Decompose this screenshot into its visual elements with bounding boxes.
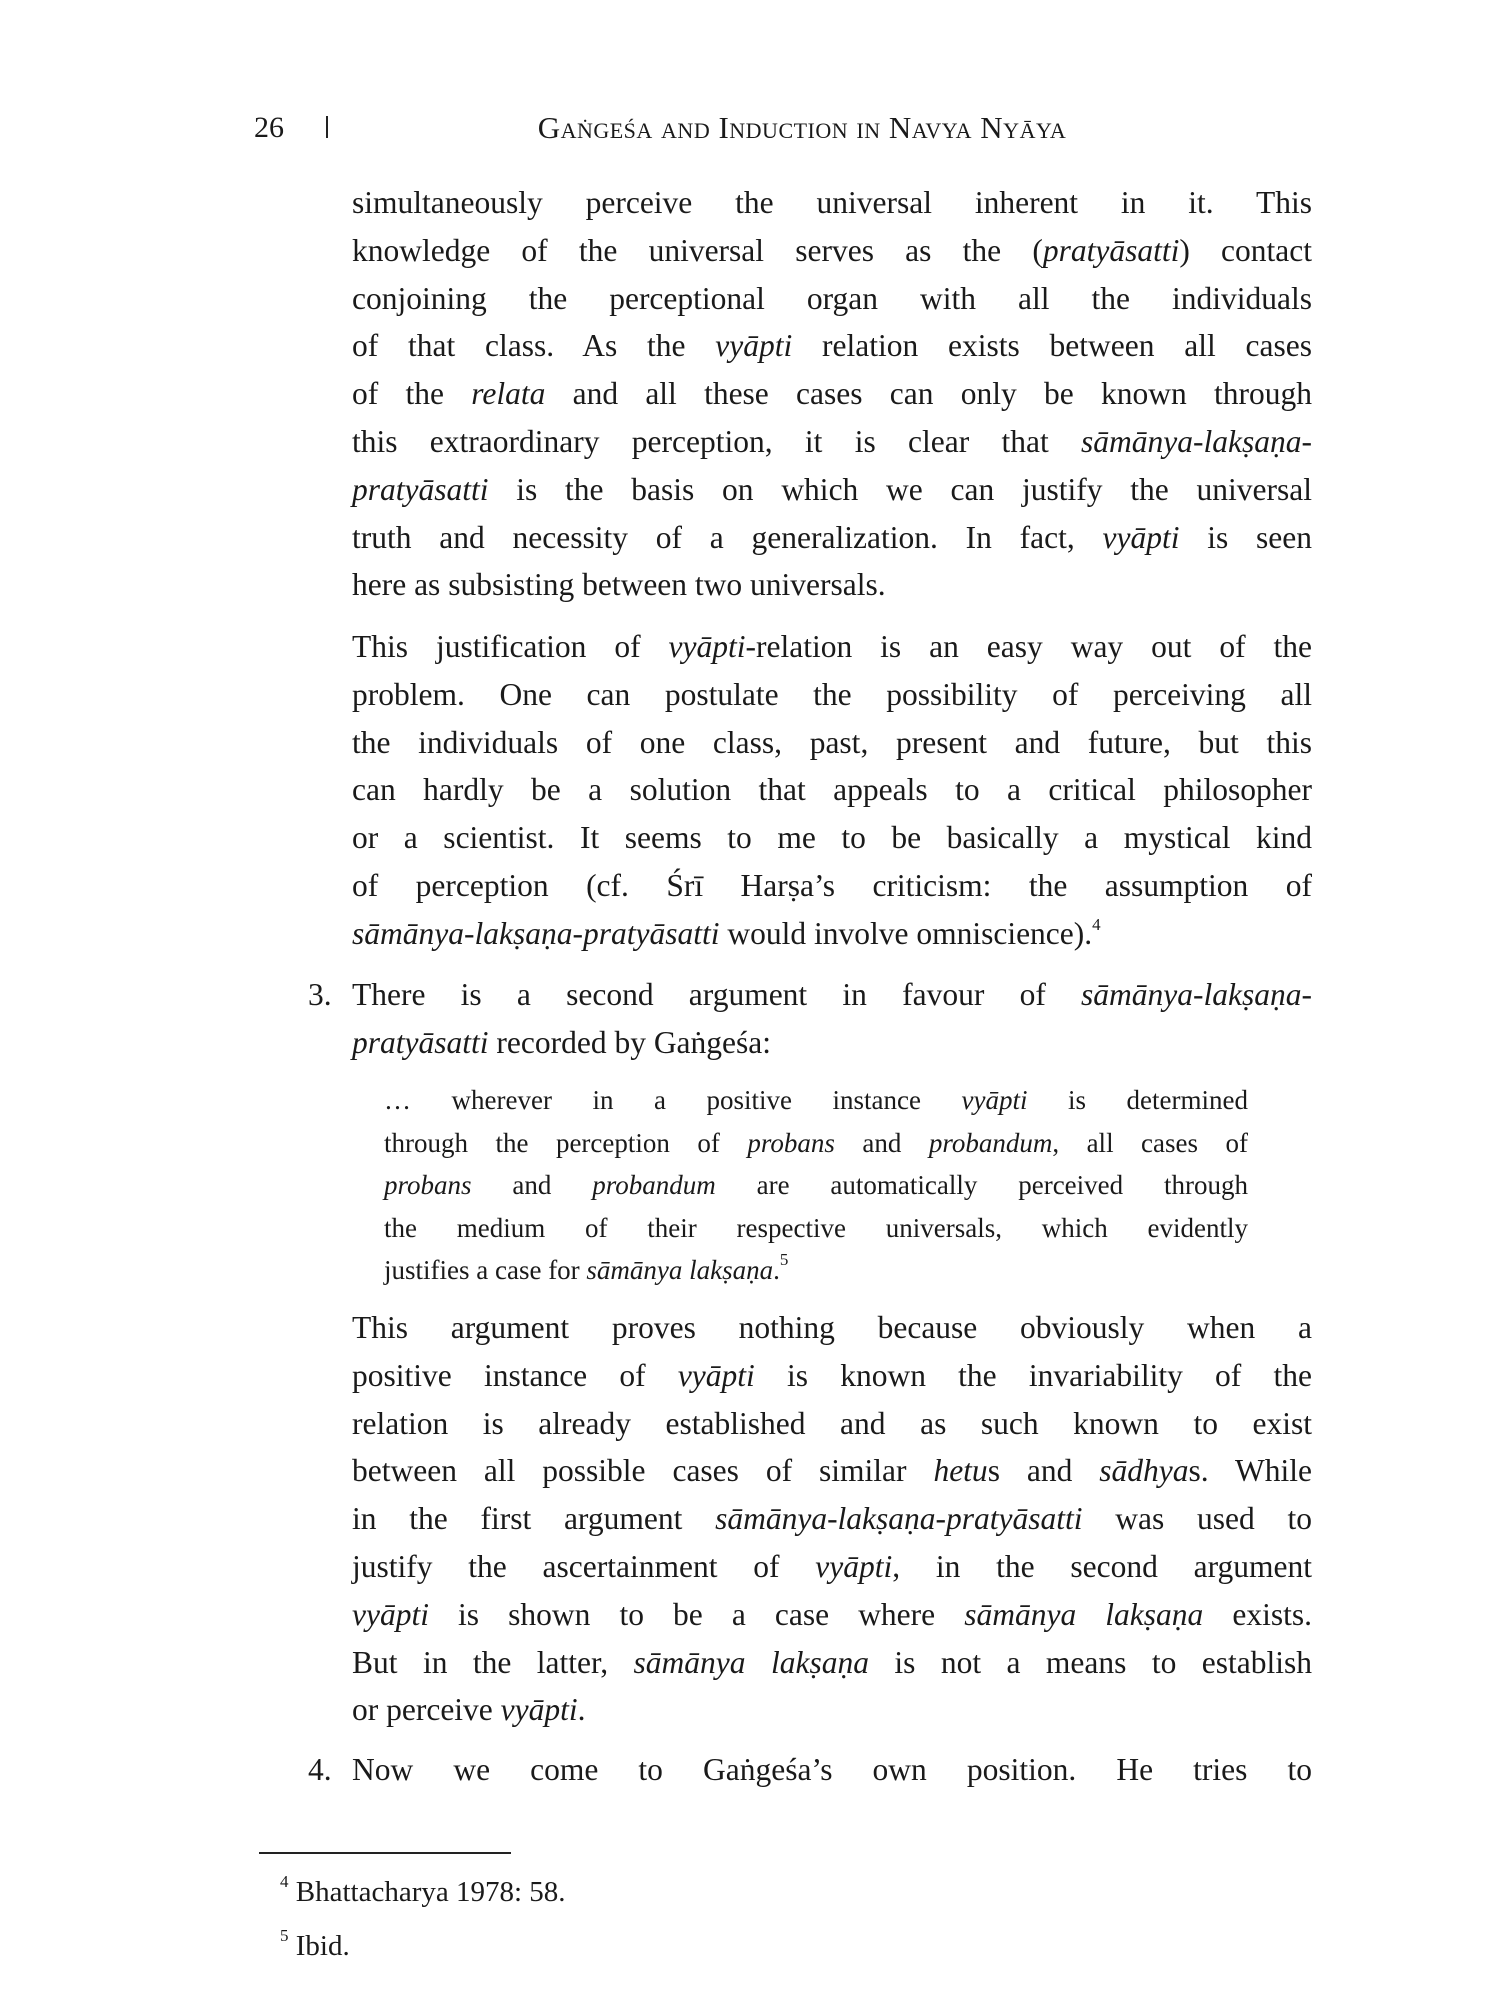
text-line: [352, 912, 1312, 956]
text-run: through the perception of: [384, 1127, 748, 1158]
text-run: truth and necessity of a generalization. In fact,: [352, 519, 1103, 555]
text-run: recorded by Gaṅgeśa:: [488, 1024, 772, 1060]
italic-term: sāmānya-lakṣaṇa-: [1081, 977, 1312, 1012]
text-run: simultaneously perceive the universal inherent in it. This: [352, 185, 1312, 220]
italic-term: sāmānya lakṣaṇa: [964, 1596, 1204, 1632]
text-run: was used to: [1082, 1501, 1312, 1537]
text-run: relation is already established and as such known to exist: [352, 1405, 1312, 1441]
footnote-ref: 5: [779, 1250, 789, 1269]
text-run: But in the latter,: [352, 1644, 634, 1680]
text-run: .: [577, 1692, 586, 1728]
text-line: [352, 1306, 1312, 1350]
text-line: [384, 1080, 1248, 1120]
text-run: problem. One can postulate the possibility of perceiving all: [352, 676, 1312, 712]
italic-term: vyāpti: [715, 328, 793, 364]
text-run: exists.: [1203, 1596, 1312, 1632]
italic-term: sāmānya-lakṣaṇa-pratyāsatti: [715, 1501, 1083, 1537]
footnote: [280, 1872, 566, 1912]
text-run: is determined: [1027, 1085, 1248, 1115]
text-line: [352, 1593, 1312, 1637]
text-line: [352, 468, 1312, 512]
text-line: [352, 625, 1312, 669]
italic-term: vyāpti: [352, 1596, 429, 1632]
text-run: is known the invariability of the: [754, 1357, 1312, 1393]
text-run: between all possible cases of similar: [352, 1453, 934, 1489]
italic-term: sādhya: [1099, 1453, 1189, 1489]
page-number: 26: [254, 111, 284, 144]
text-line: [352, 1688, 1312, 1732]
text-run: is shown to be a case where: [428, 1596, 965, 1632]
text-run: This argument proves nothing because obviously when a: [352, 1310, 1312, 1345]
text-line: [352, 1402, 1312, 1446]
text-line: [352, 1021, 1312, 1065]
text-run: s and: [987, 1453, 1100, 1489]
italic-term: vyāpti: [677, 1357, 755, 1393]
italic-term: sāmānya lakṣaṇa: [586, 1255, 774, 1285]
footnote-mark: 5: [280, 1926, 289, 1945]
text-run: of perception (cf. Śrī Harṣa’s criticism: the assumption of: [352, 868, 1312, 903]
text-run: -relation is an easy way out of the: [745, 629, 1312, 664]
text-line: [352, 563, 1312, 607]
text-run: Now we come to Gaṅgeśa’s own position. He tries to: [352, 1752, 1312, 1787]
italic-term: probans: [384, 1170, 472, 1200]
text-run: s. While: [1188, 1453, 1313, 1489]
text-run: positive instance of: [352, 1357, 678, 1393]
item-number: 3.: [308, 977, 332, 1012]
text-line: [352, 1748, 1312, 1792]
italic-term: vyāpti: [961, 1085, 1028, 1115]
italic-term: hetu: [933, 1453, 988, 1489]
text-line: [352, 864, 1312, 908]
text-line: [352, 420, 1312, 464]
text-run: of the: [352, 376, 472, 412]
text-run: or perceive: [352, 1692, 501, 1728]
text-line: [352, 721, 1312, 765]
text-run: the individuals of one class, past, present and future, but this: [352, 724, 1312, 760]
italic-term: probandum: [592, 1170, 716, 1200]
italic-term: pratyāsatti: [352, 471, 489, 507]
italic-term: pratyāsatti: [352, 1024, 489, 1060]
text-line: [384, 1208, 1248, 1248]
italic-term: sāmānya lakṣaṇa: [633, 1644, 869, 1680]
text-run: .: [773, 1255, 780, 1285]
italic-term: vyāpti: [1102, 519, 1180, 555]
text-run: , all cases of: [1052, 1127, 1248, 1158]
text-run: in the first argument: [352, 1501, 716, 1537]
text-line: [352, 1641, 1312, 1685]
footnote-ref: 4: [1092, 914, 1101, 934]
text-run: or a scientist. It seems to me to be basically a mystical kind: [352, 820, 1312, 856]
italic-term: sāmānya-lakṣaṇa-: [1081, 424, 1312, 459]
footnote: [280, 1926, 350, 1966]
text-run: would involve omniscience).: [719, 915, 1093, 951]
text-line: [352, 324, 1312, 368]
text-run: … wherever in a positive instance: [384, 1085, 962, 1115]
footnote-rule: [259, 1852, 511, 1854]
text-line: [352, 673, 1312, 717]
text-line: [352, 229, 1312, 273]
italic-term: probans: [747, 1127, 835, 1158]
text-line: [384, 1165, 1248, 1205]
text-line: [352, 1354, 1312, 1398]
text-line: [352, 973, 1312, 1017]
italic-term: probandum: [928, 1127, 1053, 1158]
text-line: [352, 1449, 1312, 1493]
footnote-text: Bhattacharya 1978: 58.: [295, 1876, 566, 1908]
text-line: [352, 768, 1312, 812]
text-run: and: [834, 1127, 929, 1158]
text-run: knowledge of the universal serves as the (: [352, 232, 1043, 268]
text-run: this extraordinary perception, it is clear that: [352, 424, 1082, 459]
text-line: [352, 1497, 1312, 1541]
text-run: of that class. As the: [352, 328, 716, 364]
italic-term: sāmānya-lakṣaṇa-pratyāsatti: [352, 915, 720, 951]
text-run: conjoining the perceptional organ with all the individuals: [352, 280, 1312, 316]
text-line: [352, 516, 1312, 560]
text-run: is the basis on which we can justify the universal: [488, 471, 1312, 507]
text-run: There is a second argument in favour of: [352, 977, 1082, 1012]
text-line: [352, 816, 1312, 860]
italic-term: relata: [471, 376, 546, 412]
italic-term: vyāpti: [668, 629, 746, 664]
item-number: 4.: [308, 1752, 332, 1787]
text-run: justify the ascertainment of: [352, 1549, 816, 1584]
text-run: ) contact: [1179, 232, 1312, 268]
text-run: the medium of their respective universals, which evidently: [384, 1212, 1248, 1243]
text-run: here as subsisting between two universals.: [352, 567, 886, 603]
italic-term: vyāpti: [500, 1692, 578, 1728]
italic-term: vyāpti: [815, 1549, 893, 1584]
text-run: This justification of: [352, 629, 669, 664]
text-run: , in the second argument: [892, 1549, 1313, 1584]
footnote-mark: 4: [280, 1872, 289, 1891]
text-line: [352, 181, 1312, 225]
text-run: and: [471, 1170, 593, 1200]
text-line: [384, 1250, 1248, 1290]
text-run: justifies a case for: [384, 1255, 587, 1285]
running-title: Gaṅgeśa and Induction in Navya Nyāya: [537, 110, 1067, 145]
text-run: and all these cases can only be known through: [545, 376, 1312, 412]
footnote-text: Ibid.: [295, 1930, 350, 1962]
text-run: can hardly be a solution that appeals to a critical philosopher: [352, 772, 1312, 808]
text-run: is seen: [1179, 519, 1312, 555]
text-run: relation exists between all cases: [792, 328, 1312, 364]
text-line: [384, 1123, 1248, 1163]
text-line: [352, 1545, 1312, 1589]
italic-term: pratyāsatti: [1042, 232, 1180, 268]
text-run: is not a means to establish: [868, 1644, 1313, 1680]
text-run: are automatically perceived through: [715, 1170, 1248, 1200]
text-line: [352, 277, 1312, 321]
text-line: [352, 372, 1312, 416]
